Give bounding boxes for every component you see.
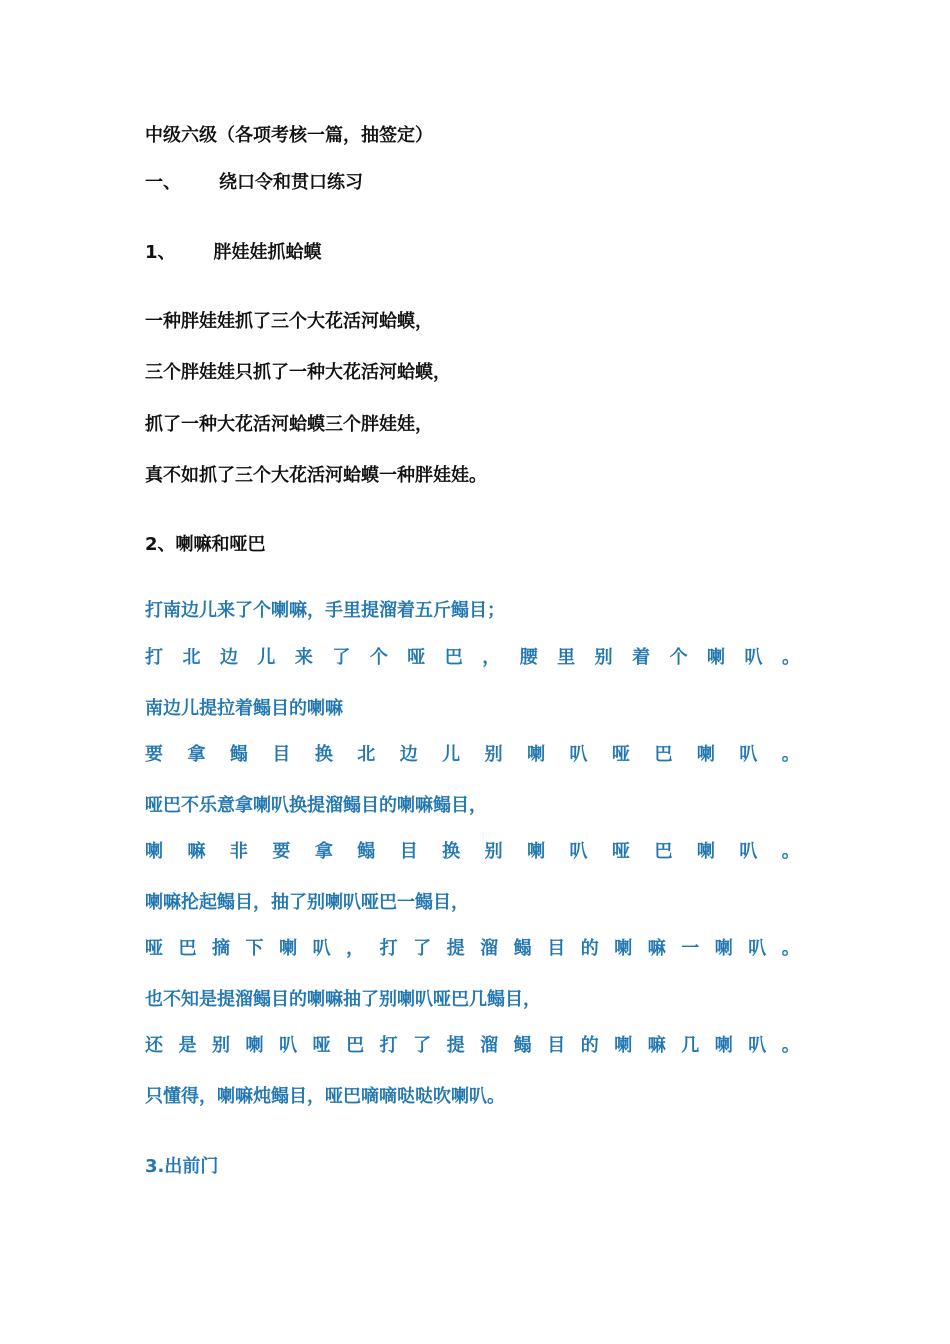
justified-char: 巴: [654, 744, 673, 765]
doc-title: 中级六级（各项考核一篇，抽签定）: [145, 125, 433, 146]
justified-char: 北: [357, 744, 376, 765]
justified-char: 来: [294, 647, 313, 668]
poem-2-line-3: 南边儿提拉着鳎目的喇嘛: [145, 698, 343, 719]
justified-char: 巴: [444, 647, 463, 668]
justified-char: 别: [594, 647, 613, 668]
poem-2-line-9: 也不知是提溜鳎目的喇嘛抽了别喇叭哑巴几鳎目，: [145, 989, 541, 1010]
justified-char: 还: [145, 1035, 163, 1056]
justified-char: 叭: [279, 1035, 298, 1056]
poem-2-line-6: [145, 841, 800, 863]
justified-char: 边: [219, 647, 238, 668]
justified-char: 腰: [519, 647, 538, 668]
justified-char: 哑: [145, 938, 163, 959]
justified-char: 摘: [212, 938, 231, 959]
poem-2-line-11: 只懂得，喇嘛炖鳎目，哑巴嘀嘀哒哒吹喇叭。: [145, 1086, 505, 1107]
justified-char: 溜: [480, 1035, 499, 1056]
justified-char: 哑: [611, 744, 630, 765]
justified-char: 喇: [614, 938, 633, 959]
poem-1-line-1: 一种胖娃娃抓了三个大花活河蛤蟆，: [145, 311, 433, 332]
justified-char: 溜: [480, 938, 499, 959]
justified-char: 巴: [654, 841, 673, 862]
justified-char: 哑: [312, 1035, 331, 1056]
poem-2-line-1: 打南边儿来了个喇嘛，手里提溜着五斤鳎目；: [145, 600, 505, 621]
justified-char: 。: [781, 938, 800, 959]
justified-char: 叭: [739, 744, 758, 765]
justified-char: 儿: [257, 647, 276, 668]
justified-char: 了: [332, 647, 351, 668]
justified-char: ，: [346, 938, 365, 959]
justified-char: 嘛: [647, 938, 666, 959]
justified-char: 目: [272, 744, 291, 765]
justified-char: 儿: [442, 744, 461, 765]
justified-char: 下: [245, 938, 264, 959]
justified-char: 的: [580, 1035, 599, 1056]
justified-char: 拿: [187, 744, 206, 765]
justified-char: 哑: [407, 647, 426, 668]
justified-char: 鳎: [513, 1035, 532, 1056]
justified-char: 打: [379, 938, 398, 959]
item-2-heading: 2、喇嘛和哑巴: [145, 534, 266, 555]
justified-char: 一: [681, 938, 700, 959]
justified-char: 目: [399, 841, 418, 862]
justified-char: 边: [399, 744, 418, 765]
justified-char: 里: [557, 647, 576, 668]
justified-char: 嘛: [187, 841, 206, 862]
justified-char: 。: [781, 647, 800, 668]
justified-char: 的: [580, 938, 599, 959]
justified-char: 喇: [696, 841, 715, 862]
justified-char: 喇: [714, 1035, 733, 1056]
justified-char: 拿: [314, 841, 333, 862]
justified-char: ，: [482, 647, 501, 668]
justified-char: 叭: [739, 841, 758, 862]
justified-char: 叭: [569, 841, 588, 862]
justified-char: 喇: [707, 647, 726, 668]
item-3-heading: 3.出前门: [145, 1156, 219, 1177]
poem-1-line-3: 抓了一种大花活河蛤蟆三个胖娃娃，: [145, 414, 433, 435]
justified-char: 北: [182, 647, 201, 668]
justified-char: 喇: [279, 938, 298, 959]
justified-char: 鳎: [513, 938, 532, 959]
justified-char: 打: [145, 647, 163, 668]
justified-char: 嘛: [647, 1035, 666, 1056]
justified-char: 鳎: [229, 744, 248, 765]
justified-char: 着: [632, 647, 651, 668]
justified-char: 目: [547, 1035, 566, 1056]
justified-char: 要: [272, 841, 291, 862]
justified-char: 要: [145, 744, 163, 765]
justified-char: 目: [547, 938, 566, 959]
justified-char: 喇: [614, 1035, 633, 1056]
poem-2-line-2: [145, 647, 800, 669]
item-1-heading: [145, 242, 322, 264]
item-1-title: 胖娃娃抓蛤蟆: [213, 242, 322, 263]
justified-char: 巴: [346, 1035, 365, 1056]
justified-char: 换: [442, 841, 461, 862]
poem-1-line-4: 真不如抓了三个大花活河蛤蟆一种胖娃娃。: [145, 465, 487, 486]
justified-char: 喇: [527, 841, 546, 862]
poem-2-line-7: 喇嘛抡起鳎目，抽了别喇叭哑巴一鳎目，: [145, 892, 469, 913]
section-1-number: 一、: [145, 172, 181, 193]
poem-2-line-4: [145, 744, 800, 766]
poem-2-line-10: [145, 1035, 800, 1057]
justified-char: 叭: [748, 938, 767, 959]
justified-char: 喇: [527, 744, 546, 765]
justified-char: 叭: [748, 1035, 767, 1056]
poem-2-line-5: 哑巴不乐意拿喇叭换提溜鳎目的喇嘛鳎目，: [145, 795, 487, 816]
justified-char: 。: [781, 1035, 800, 1056]
section-1-title: 绕口令和贯口练习: [219, 172, 363, 193]
justified-char: 个: [369, 647, 388, 668]
justified-char: 鳎: [357, 841, 376, 862]
justified-char: 提: [446, 1035, 465, 1056]
justified-char: 换: [314, 744, 333, 765]
justified-char: 。: [781, 744, 800, 765]
item-1-number: 1、: [145, 242, 176, 263]
justified-char: 喇: [145, 841, 163, 862]
justified-char: 。: [781, 841, 800, 862]
justified-char: 是: [178, 1035, 197, 1056]
justified-char: 叭: [312, 938, 331, 959]
poem-2-line-8: [145, 938, 800, 960]
justified-char: 非: [229, 841, 248, 862]
justified-char: 喇: [714, 938, 733, 959]
justified-char: 提: [446, 938, 465, 959]
justified-char: 巴: [178, 938, 197, 959]
justified-char: 打: [379, 1035, 398, 1056]
poem-1-line-2: 三个胖娃娃只抓了一种大花活河蛤蟆，: [145, 362, 451, 383]
justified-char: 喇: [245, 1035, 264, 1056]
justified-char: 别: [484, 744, 503, 765]
justified-char: 喇: [696, 744, 715, 765]
justified-char: 了: [413, 1035, 432, 1056]
justified-char: 别: [484, 841, 503, 862]
justified-char: 个: [669, 647, 688, 668]
justified-char: 叭: [744, 647, 763, 668]
justified-char: 哑: [611, 841, 630, 862]
justified-char: 别: [212, 1035, 231, 1056]
justified-char: 叭: [569, 744, 588, 765]
justified-char: 几: [681, 1035, 700, 1056]
section-1-heading: [145, 172, 363, 194]
justified-char: 了: [413, 938, 432, 959]
